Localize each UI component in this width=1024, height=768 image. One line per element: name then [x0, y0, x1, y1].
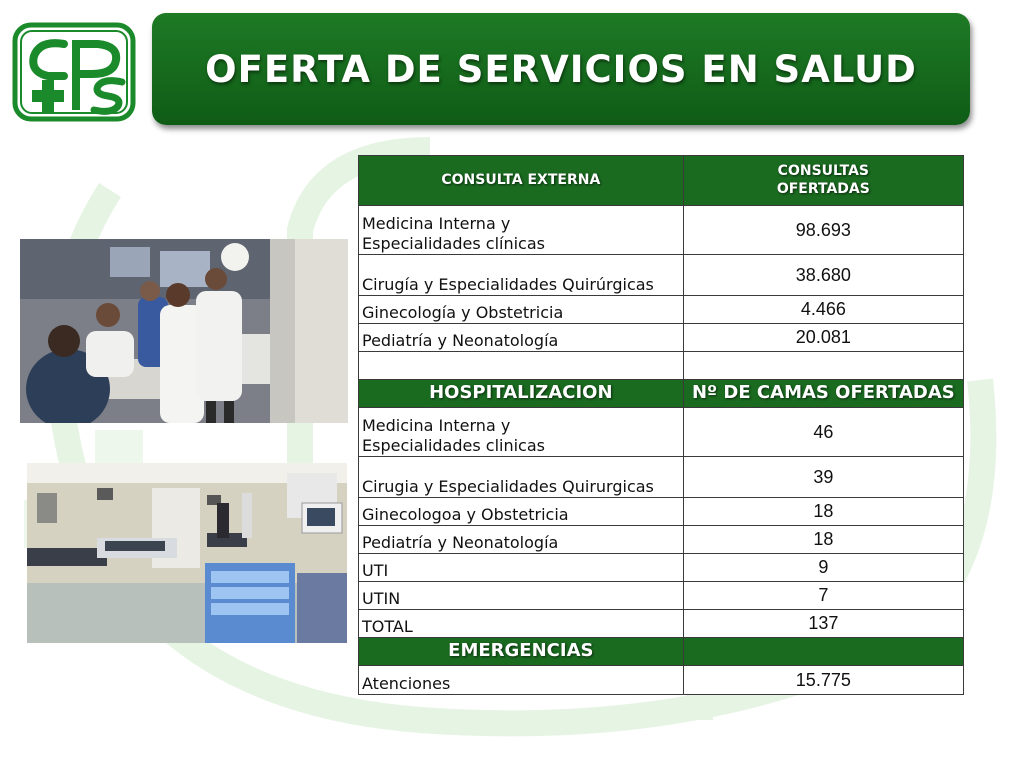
table-row: [359, 255, 964, 296]
table-row: [359, 206, 964, 255]
empty-cell: [359, 352, 684, 380]
page-title: OFERTA DE SERVICIOS EN SALUD: [205, 47, 917, 91]
row-value: 7: [683, 582, 963, 610]
services-table: [358, 155, 964, 695]
row-value: 46: [683, 408, 963, 457]
row-label: TOTAL: [359, 610, 684, 638]
table-row: [359, 582, 964, 610]
row-label: Pediatría y Neonatología: [359, 324, 684, 352]
table-row: [359, 408, 964, 457]
consultas-ofertadas-header: [683, 156, 963, 206]
consultas-header-line1: CONSULTAS: [777, 163, 869, 179]
table-row: [359, 324, 964, 352]
consulta-header-row: [359, 156, 964, 206]
row-label: Cirugía y Especialidades Quirúrgicas: [359, 255, 684, 296]
row-value: 39: [683, 457, 963, 498]
table-row: [359, 498, 964, 526]
table-row: [359, 554, 964, 582]
emergencias-header-label: EMERGENCIAS: [359, 638, 684, 666]
cps-logo: [12, 22, 136, 122]
emergencias-header-value: [683, 638, 963, 666]
row-label: Ginecología y Obstetricia: [359, 296, 684, 324]
row-label: Ginecologoa y Obstetricia: [359, 498, 684, 526]
row-label: [359, 206, 684, 255]
consultas-header-line2: OFERTADAS: [776, 180, 870, 197]
row-label: [359, 408, 684, 457]
consulta-header-label: CONSULTA EXTERNA: [359, 156, 684, 206]
row-label: Pediatría y Neonatología: [359, 526, 684, 554]
row-value: 15.775: [683, 666, 963, 695]
row-label: UTI: [359, 554, 684, 582]
hospitalizacion-header-label: HOSPITALIZACION: [359, 380, 684, 408]
empty-row: [359, 352, 964, 380]
hospitalizacion-header-row: [359, 380, 964, 408]
row-label: Atenciones: [359, 666, 684, 695]
row-label: UTIN: [359, 582, 684, 610]
row-value: 20.081: [683, 324, 963, 352]
row-label-line1: Medicina Interna y: [362, 214, 511, 233]
row-value: 4.466: [683, 296, 963, 324]
camas-ofertadas-header: Nº DE CAMAS OFERTADAS: [683, 380, 963, 408]
row-value: 98.693: [683, 206, 963, 255]
emergencias-header-row: [359, 638, 964, 666]
row-value: 18: [683, 498, 963, 526]
row-value: 18: [683, 526, 963, 554]
hospital-ward-photo: [27, 463, 347, 643]
row-label-line1: Medicina Interna y: [362, 416, 511, 435]
title-banner: [152, 13, 970, 125]
consultation-photo: [20, 239, 348, 423]
table-row: [359, 457, 964, 498]
table-row: [359, 666, 964, 695]
row-value: 38.680: [683, 255, 963, 296]
row-label: Cirugia y Especialidades Quirurgicas: [359, 457, 684, 498]
row-label-line2: Especialidades clinicas: [362, 436, 545, 455]
row-label-line2: Especialidades clínicas: [362, 234, 545, 253]
row-value: 137: [683, 610, 963, 638]
table-row: [359, 296, 964, 324]
row-value: 9: [683, 554, 963, 582]
table-row: [359, 526, 964, 554]
empty-cell: [683, 352, 963, 380]
table-row: [359, 610, 964, 638]
